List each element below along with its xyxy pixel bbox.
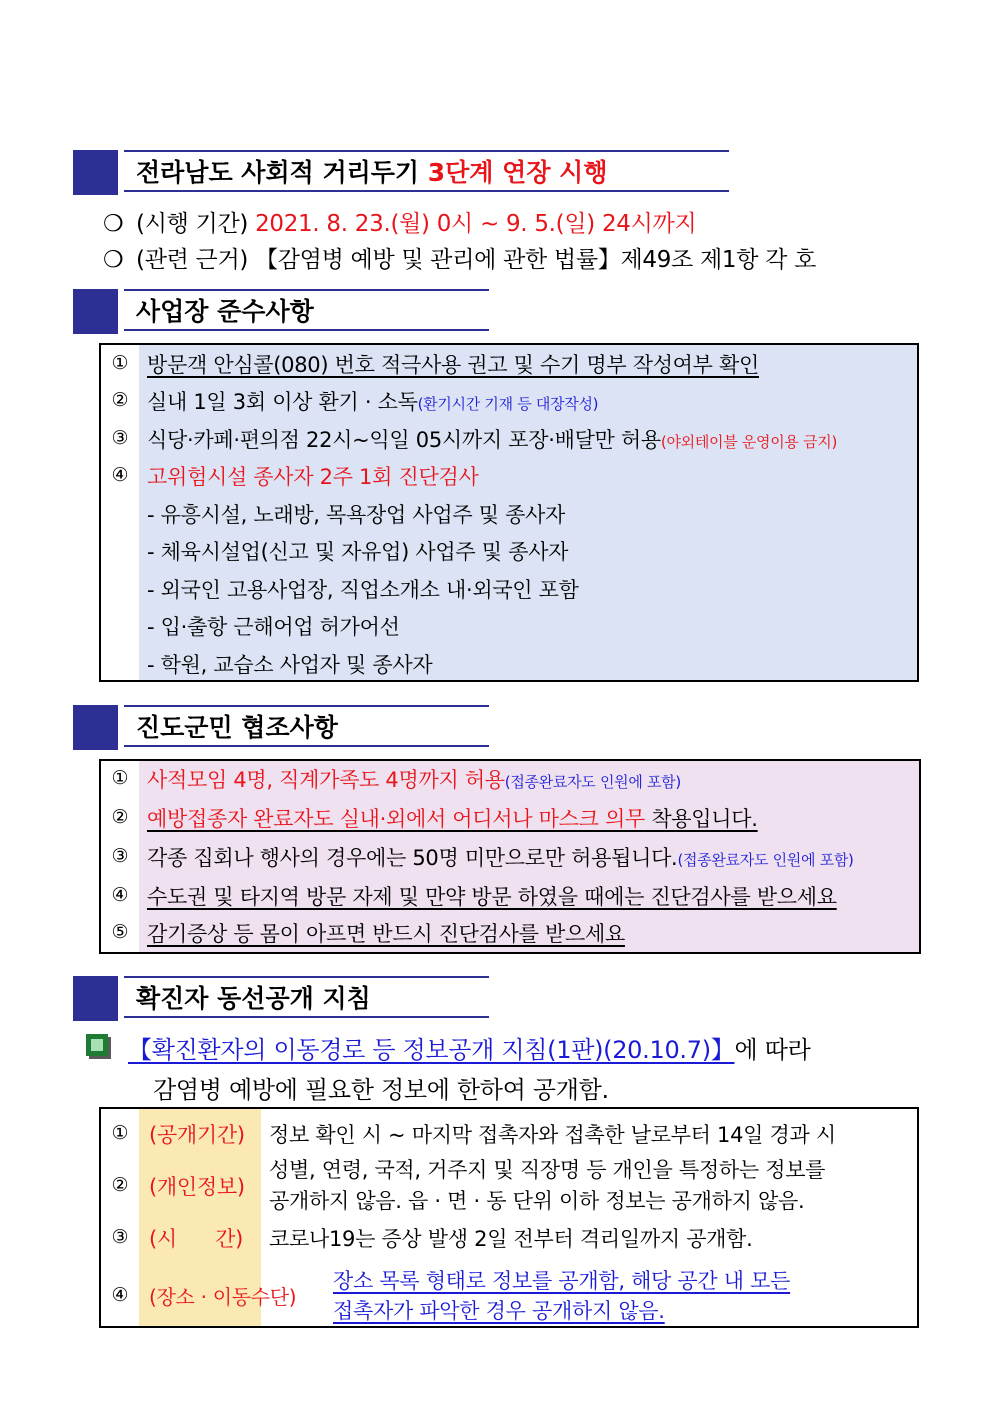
section-marker: [73, 976, 118, 1021]
coop-item-5: 감기증상 등 몸이 아프면 반드시 진단검사를 받으세요: [147, 922, 625, 946]
coop-item-4: 수도권 및 타지역 방문 자제 및 만약 방문 하였을 때에는 진단검사를 받으세요: [147, 885, 837, 909]
item-number: ③: [111, 845, 129, 867]
coop-text: 사적모임 4명, 직계가족도 4명까지 허용: [147, 768, 505, 792]
rule-subitem: - 체육시설업(신고 및 자유업) 사업주 및 종사자: [147, 540, 569, 564]
rule-subitem: - 학원, 교습소 사업자 및 종사자: [147, 653, 433, 677]
disclosure-label: (시 간): [149, 1227, 244, 1251]
section4-title: 확진자 동선공개 지침: [124, 976, 489, 1018]
item-number: ④: [111, 464, 129, 486]
basis-line: [103, 241, 816, 274]
coop-text: 각종 집회나 행사의 경우에는 50명 미만으로만 허용됩니다.: [147, 846, 678, 870]
period-label: (시행 기간): [136, 211, 249, 237]
coop-item-2: [147, 803, 758, 833]
rule-item-1: 방문객 안심콜(080) 번호 적극사용 권고 및 수기 명부 작성여부 확인: [147, 353, 759, 377]
guide-link[interactable]: 【확진환자의 이동경로 등 정보공개 지침(1판)(20.10.7)】: [128, 1036, 735, 1064]
item-number: ③: [111, 427, 129, 449]
item-number: ①: [111, 767, 129, 789]
rule-subitem: - 유흥시설, 노래방, 목욕장업 사업주 및 종사자: [147, 503, 566, 527]
rule-text: 식당·카페·편의점 22시~익일 05시까지 포장·배달만 허용: [147, 428, 661, 452]
disclosure-box: [99, 1107, 919, 1328]
coop-text: 예방접종자 완료자도 실내·외에서 어디서나 마스크 의무: [147, 807, 645, 831]
period-value: 2021. 8. 23.(월) 0시 ~ 9. 5.(일) 24시까지: [255, 211, 697, 237]
period-line: [103, 205, 696, 238]
rule-subitem: - 입·출항 근해어업 허가어선: [147, 615, 400, 639]
rule-note: (환기시간 기재 등 대장작성): [417, 395, 599, 413]
coop-item-3: [147, 842, 854, 872]
coop-note: (접종완료자도 인원에 포함): [677, 851, 854, 869]
item-number: ①: [111, 352, 129, 374]
section1-title: [124, 150, 729, 192]
rule-item-2: [147, 386, 598, 416]
guide-suffix: 에 따라: [734, 1036, 811, 1064]
section2-title: 사업장 준수사항: [124, 289, 489, 331]
title-highlight: 3단계 연장 시행: [427, 158, 608, 187]
item-number: ④: [111, 884, 129, 906]
disclosure-text: 성별, 연령, 국적, 거주지 및 직장명 등 개인을 특정하는 정보를: [269, 1158, 826, 1182]
rule-note: (야외테이블 운영이용 금지): [660, 433, 838, 451]
item-number: ②: [111, 1174, 129, 1196]
basis-label: (관련 근거): [136, 247, 249, 273]
guide-line-2: 감염병 예방에 필요한 정보에 한하여 공개함.: [153, 1076, 609, 1104]
item-number: ⑤: [111, 921, 129, 943]
guide-line: [128, 1030, 810, 1065]
rule-item-4: 고위험시설 종사자 2주 1회 진단검사: [147, 465, 479, 489]
rule-item-3: [147, 424, 837, 454]
section-marker: [73, 705, 118, 750]
item-number: ②: [111, 806, 129, 828]
coop-note: (접종완료자도 인원에 포함): [504, 773, 681, 791]
item-number: ③: [111, 1226, 129, 1248]
section-marker: [73, 150, 118, 195]
section-marker: [73, 289, 118, 334]
disclosure-text: 정보 확인 시 ~ 마지막 접촉자와 접촉한 날로부터 14일 경과 시: [269, 1123, 836, 1147]
cooperation-box: [99, 759, 921, 954]
workplace-rules-box: [99, 343, 919, 682]
rule-subitem: - 외국인 고용사업장, 직업소개소 내·외국인 포함: [147, 578, 579, 602]
item-number: ①: [111, 1122, 129, 1144]
title-text: 전라남도 사회적 거리두기: [136, 158, 428, 187]
coop-item-1: [147, 764, 681, 794]
item-number: ②: [111, 389, 129, 411]
disclosure-text: 코로나19는 증상 발생 2일 전부터 격리일까지 공개함.: [269, 1227, 753, 1251]
disclosure-text: 장소 목록 형태로 정보를 공개함, 해당 공간 내 모든: [333, 1269, 791, 1293]
disclosure-label: (개인정보): [149, 1175, 245, 1199]
circle-bullet-icon: ❍: [103, 247, 124, 273]
basis-value: 【감염병 예방 및 관리에 관한 법률】제49조 제1항 각 호: [255, 247, 816, 273]
disclosure-text: 접촉자가 파악한 경우 공개하지 않음.: [333, 1299, 665, 1323]
disclosure-label: (장소 · 이동수단): [149, 1285, 297, 1309]
square-bullet-icon: [86, 1034, 108, 1056]
circle-bullet-icon: ❍: [103, 211, 124, 237]
disclosure-label: (공개기간): [149, 1123, 245, 1147]
coop-text-suffix: 착용입니다.: [644, 807, 758, 831]
section3-title: 진도군민 협조사항: [124, 705, 489, 747]
disclosure-text: 공개하지 않음. 읍 · 면 · 동 단위 이하 정보는 공개하지 않음.: [269, 1189, 805, 1213]
rule-text: 실내 1일 3회 이상 환기 · 소독: [147, 390, 418, 414]
item-number: ④: [111, 1284, 129, 1306]
